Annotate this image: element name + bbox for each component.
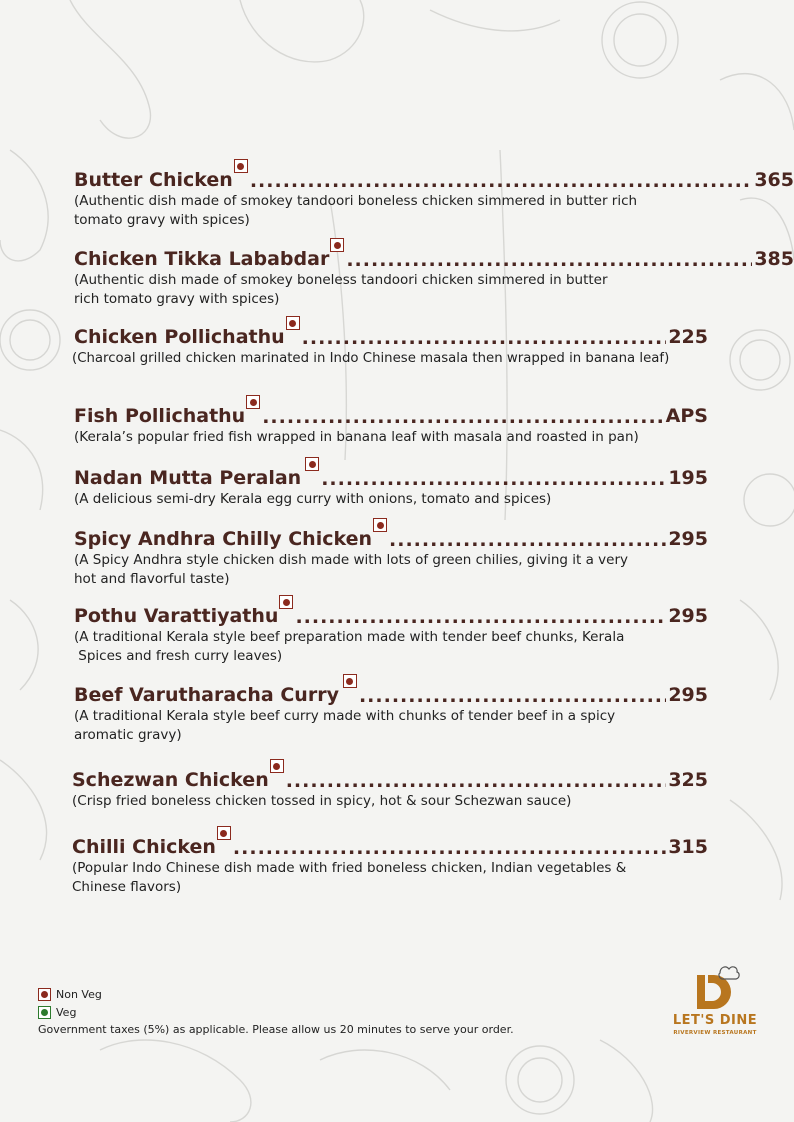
dot-leader [250, 172, 753, 191]
logo-tagline: RIVERVIEW RESTAURANT [673, 1030, 757, 1036]
non-veg-icon [373, 518, 387, 532]
dot-leader [295, 608, 666, 627]
item-price: 225 [668, 326, 708, 348]
item-description: (Crisp fried boneless chicken tossed in spicy, hot & sour Schezwan sauce) [72, 793, 572, 809]
legend-veg [38, 1003, 102, 1021]
item-price: 385 [754, 248, 794, 270]
non-veg-icon [270, 759, 284, 773]
veg-icon [38, 1006, 51, 1019]
dot-leader [302, 329, 667, 348]
item-name: Butter Chicken [74, 169, 233, 191]
item-name: Pothu Varattiyathu [74, 605, 279, 627]
item-description: (A Spicy Andhra style chicken dish made with lots of green chilies, giving it a very hot and flavorful taste) [74, 552, 629, 587]
dot-leader [286, 772, 667, 791]
non-veg-icon [286, 316, 300, 330]
item-price: 295 [668, 684, 708, 706]
non-veg-icon [330, 238, 344, 252]
item-description: (Popular Indo Chinese dish made with fried boneless chicken, Indian vegetables & Chinese flavors) [72, 860, 627, 895]
legend-veg-label: Veg [56, 1005, 77, 1019]
item-price: 315 [668, 836, 708, 858]
dot-leader [262, 408, 663, 427]
item-description: (A traditional Kerala style beef preparation made with tender beef chunks, Kerala Spices and fresh curry leaves) [74, 629, 625, 664]
non-veg-icon [246, 395, 260, 409]
dot-leader [321, 470, 666, 489]
item-name: Spicy Andhra Chilly Chicken [74, 528, 373, 550]
menu-item [74, 463, 708, 509]
menu-item [74, 322, 718, 368]
item-description: (Kerala’s popular fried fish wrapped in banana leaf with masala and roasted in pan) [74, 429, 639, 445]
item-name: Nadan Mutta Peralan [74, 467, 302, 489]
menu-item [74, 601, 708, 666]
non-veg-icon [305, 457, 319, 471]
item-price: 195 [668, 467, 708, 489]
item-price: 295 [668, 605, 708, 627]
item-price: 365 [754, 169, 794, 191]
tax-footnote: Government taxes (5%) as applicable. Please allow us 20 minutes to serve your order. [38, 1023, 514, 1036]
item-description: (Authentic dish made of smokey tandoori boneless chicken simmered in butter rich tomato gravy with spices) [74, 193, 638, 228]
dot-leader [346, 251, 752, 270]
item-description: (A traditional Kerala style beef curry made with chunks of tender beef in a spicy aromatic gravy) [74, 708, 616, 743]
item-name: Schezwan Chicken [72, 769, 269, 791]
diet-legend [38, 985, 102, 1021]
dot-leader [359, 687, 666, 706]
item-name: Chicken Pollichathu [74, 326, 285, 348]
item-description: (A delicious semi-dry Kerala egg curry with onions, tomato and spices) [74, 491, 552, 507]
item-price: 325 [668, 769, 708, 791]
dot-leader [389, 531, 666, 550]
item-name: Chicken Tikka Lababdar [74, 248, 330, 270]
menu-item [74, 680, 708, 745]
legend-nonveg [38, 985, 102, 1003]
dot-leader [233, 839, 666, 858]
non-veg-icon [38, 988, 51, 1001]
item-description: (Charcoal grilled chicken marinated in Indo Chinese masala then wrapped in banana leaf) [72, 351, 670, 366]
item-name: Chilli Chicken [72, 836, 216, 858]
menu-item [72, 832, 708, 897]
non-veg-icon [343, 674, 357, 688]
item-price: 295 [668, 528, 708, 550]
menu-item [74, 524, 708, 589]
menu-item [74, 244, 794, 309]
menu-item [74, 401, 708, 447]
item-name: Beef Varutharacha Curry [74, 684, 339, 706]
logo-name: LET'S DINE [672, 1013, 758, 1028]
menu-item [72, 765, 708, 811]
item-description: (Authentic dish made of smokey boneless tandoori chicken simmered in butter rich tomato gravy with spices) [74, 272, 608, 307]
menu-item [74, 165, 794, 230]
non-veg-icon [217, 826, 231, 840]
item-name: Fish Pollichathu [74, 405, 246, 427]
logo-mark-icon [670, 963, 760, 1013]
item-price: APS [665, 405, 708, 427]
non-veg-icon [234, 159, 248, 173]
non-veg-icon [279, 595, 293, 609]
legend-nonveg-label: Non Veg [56, 987, 102, 1001]
restaurant-logo [670, 963, 760, 1043]
